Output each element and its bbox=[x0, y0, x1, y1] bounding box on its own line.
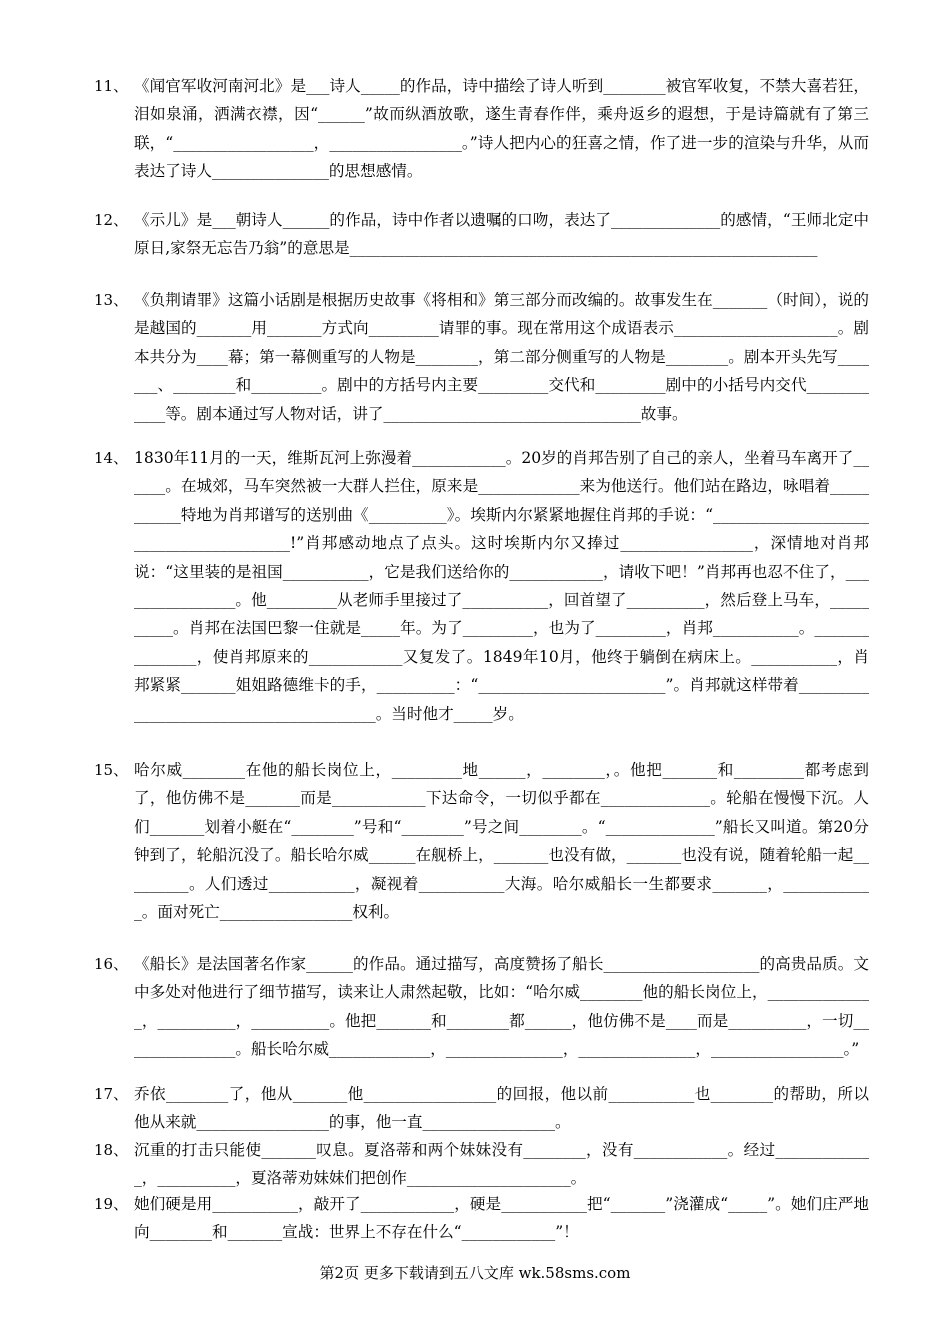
question-number: 18、 bbox=[94, 1141, 129, 1159]
question-number: 14、 bbox=[94, 449, 129, 467]
question-number: 12、 bbox=[94, 211, 129, 229]
question-number: 11、 bbox=[94, 77, 129, 95]
question-18 bbox=[94, 1136, 869, 1193]
question-text: 乔依________了，他从_______他_________________的回报，他以前___________也________的帮助，所以他从来就_________________的事，他一直_________________。 bbox=[134, 1085, 869, 1132]
question-text: 沉重的打击只能使_______叹息。夏洛蒂和两个妹妹没有________，没有____________。经过_____________，__________，夏洛蒂劝妹妹们把创作_____________________。 bbox=[134, 1141, 869, 1188]
question-number: 13、 bbox=[94, 291, 129, 309]
question-16 bbox=[94, 950, 869, 1064]
question-13 bbox=[94, 286, 869, 428]
question-12 bbox=[94, 206, 869, 263]
question-number: 17、 bbox=[94, 1085, 129, 1103]
question-number: 16、 bbox=[94, 955, 129, 973]
question-text: 《闻官军收河南河北》是___诗人_____的作品，诗中描绘了诗人听到________被官军收复，不禁大喜若狂，泪如泉涌，洒满衣襟，因“______”故而纵酒放歌，遂生青春作伴，乘舟返乡的遐想，于是诗篇就有了第三联，“__________________，_________________。”诗人把内心的狂喜之情，作了进一步的渲染与升华，从而表达了诗人_______________的思想感情。 bbox=[134, 77, 869, 181]
question-text: 她们硬是用___________，敲开了____________，硬是___________把“_______”浇灌成“_____”。她们庄严地向________和_______宣战：世界上不存在什么“____________”！ bbox=[134, 1195, 869, 1242]
question-number: 15、 bbox=[94, 761, 129, 779]
question-11 bbox=[94, 72, 869, 186]
question-text: 《负荆请罪》这篇小话剧是根据历史故事《将相和》第三部分而改编的。故事发生在_______（时间），说的是越国的_______用_______方式向_________请罪的事。现在常用这个成语表示_____________________。剧本共分为____幕；第一幕侧重写的人物是________，第二部分侧重写的人物是________。剧本开头先写_______、________和_________。剧中的方括号内主要_________交代和_________剧中的小括号内交代____________等。剧本通过写人物对话，讲了_________________________________故事。 bbox=[134, 291, 869, 423]
page-footer: 第2页 更多下载请到五八文库 wk.58sms.com bbox=[319, 1264, 631, 1282]
question-number: 19、 bbox=[94, 1195, 129, 1213]
question-text: 1830年11月的一天，维斯瓦河上弥漫着____________。20岁的肖邦告别了自己的亲人，坐着马车离开了______。在城郊，马车突然被一大群人拦住，原来是_____________来为他送行。他们站在路边，咏唱着___________特地为肖邦谱写的送别曲《__________》。埃斯内尔紧紧地握住肖邦的手说：“________________________________________!”肖邦感动地点了点头。这时埃斯内尔又捧过_________________，深情地对肖邦说：“这里装的是祖国___________，它是我们送给你的____________，请收下吧！”肖邦再也忍不住了，________________。他_________从老师手里接过了___________，回首望了__________，然后登上马车，__________。肖邦在法国巴黎一住就是_____年。为了_________，也为了_________，肖邦___________。_______________，使肖邦原来的____________又复发了。1849年10月，他终于躺倒在病床上。___________，肖邦紧紧_______姐姐路德维卡的手，__________：“________________________”。肖邦就这样带着________________________________________。当时他才_____岁。 bbox=[134, 449, 869, 723]
question-text: 哈尔威________在他的船长岗位上，_________地______，________，。他把_______和_________都考虑到了，他仿佛不是_______而是____________下达命令，一切似乎都在______________。轮船在慢慢下沉。人们_______划着小艇在“________”号和“________”号之间________。“______________”船长又叫道。第20分钟到了，轮船沉没了。船长哈尔威______在舰桥上，_______也没有做，_______也没有说，随着轮船一起_________。人们透过___________，凝视着___________大海。哈尔威船长一生都要求_______，____________。面对死亡_________________权利。 bbox=[134, 761, 869, 922]
question-17 bbox=[94, 1080, 869, 1137]
question-15 bbox=[94, 756, 869, 926]
question-19 bbox=[94, 1190, 869, 1247]
question-text: 《示儿》是___朝诗人______的作品，诗中作者以遗嘱的口吻，表达了______________的感情，“王师北定中原日,家祭无忘告乃翁”的意思是____________________________________________________________ bbox=[134, 211, 869, 258]
question-14 bbox=[94, 444, 869, 728]
question-text: 《船长》是法国著名作家______的作品。通过描写，高度赞扬了船长____________________的高贵品质。文中多处对他进行了细节描写，读来让人肃然起敬，比如：“哈尔威________他的船长岗位上，______________，__________，__________。他把_______和________都______，他仿佛不是____而是__________，一切_______________。船长哈尔威_____________，_______________，_______________，_________________。” bbox=[134, 955, 869, 1059]
